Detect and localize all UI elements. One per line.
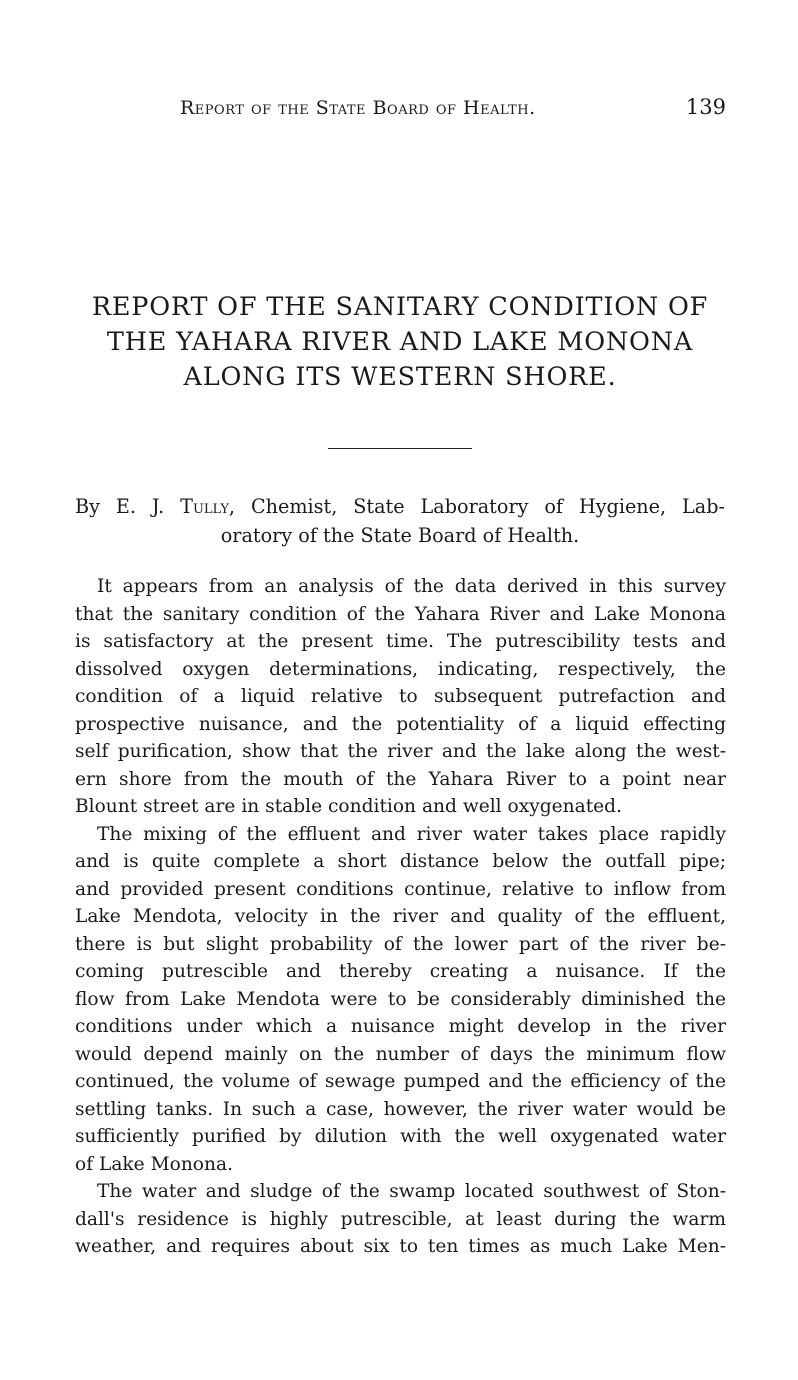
text-line: Blount street are in stable condition and well oxygenated. (75, 796, 622, 817)
text-line: sufficiently purified by dilution with the well oxygenated water (75, 1126, 726, 1147)
text-line: and provided present conditions continue, relative to inflow from (75, 878, 726, 900)
text-line: prospective nuisance, and the potentiality of a liquid effecting (75, 713, 726, 735)
text-line: and is quite complete a short distance below the outfall pipe; (75, 851, 726, 872)
title-line-1: REPORT OF THE SANITARY CONDITION OF (91, 292, 709, 322)
running-header: Report of the State Board of Health. (180, 97, 536, 119)
byline-affiliation: Chemist, State Laboratory of Hygiene, Lab- (250, 495, 725, 518)
body-text (75, 573, 726, 1261)
text-line: flow from Lake Mendota were to be considerably diminished the (75, 988, 726, 1010)
text-line: ern shore from the mouth of the Yahara River to a point near (75, 768, 726, 790)
report-title (60, 290, 740, 395)
byline-line-1 (75, 492, 725, 521)
text-line: would depend mainly on the number of days the minimum flow (75, 1043, 726, 1065)
title-line-2: THE YAHARA RIVER AND LAKE MONONA (106, 327, 694, 357)
byline-line-2: oratory of the State Board of Health. (220, 524, 580, 547)
byline-prefix: By E. J. (75, 495, 165, 518)
text-line: Lake Mendota, velocity in the river and quality of the effluent, (75, 906, 726, 927)
page-number: 139 (685, 95, 726, 119)
paragraph-2 (75, 821, 726, 1179)
text-line: coming putrescible and thereby creating a nuisance. If the (75, 961, 726, 982)
text-line: self purification, show that the river and the lake along the west- (75, 741, 726, 762)
text-line: weather, and requires about six to ten times as much Lake Men- (75, 1236, 726, 1257)
text-line: is satisfactory at the present time. The putrescibility tests and (75, 631, 726, 652)
title-divider (328, 448, 472, 449)
text-line: dall's residence is highly putrescible, at least during the warm (75, 1208, 726, 1230)
text-line: there is but slight probability of the lower part of the river be- (75, 933, 726, 955)
byline (75, 492, 725, 550)
text-line: dissolved oxygen determinations, indicating, respectively, the (75, 658, 726, 680)
text-line: conditions under which a nuisance might develop in the river (75, 1016, 726, 1037)
paragraph-1 (75, 573, 726, 821)
text-line: that the sanitary condition of the Yahara River and Lake Monona (75, 603, 726, 625)
text-line: settling tanks. In such a case, however, the river water would be (75, 1098, 726, 1120)
text-line: continued, the volume of sewage pumped and the efficiency of the (75, 1071, 726, 1092)
text-line: of Lake Monona. (75, 1153, 233, 1175)
text-line: The mixing of the effluent and river water takes place rapidly (97, 823, 726, 845)
author-name: Tully, (180, 495, 236, 518)
paragraph-3 (75, 1178, 726, 1261)
text-line: It appears from an analysis of the data derived in this survey (97, 576, 726, 597)
text-line: condition of a liquid relative to subsequent putrefaction and (75, 686, 726, 707)
text-line: The water and sludge of the swamp located southwest of Ston- (97, 1181, 726, 1202)
title-line-3: ALONG ITS WESTERN SHORE. (183, 362, 617, 392)
